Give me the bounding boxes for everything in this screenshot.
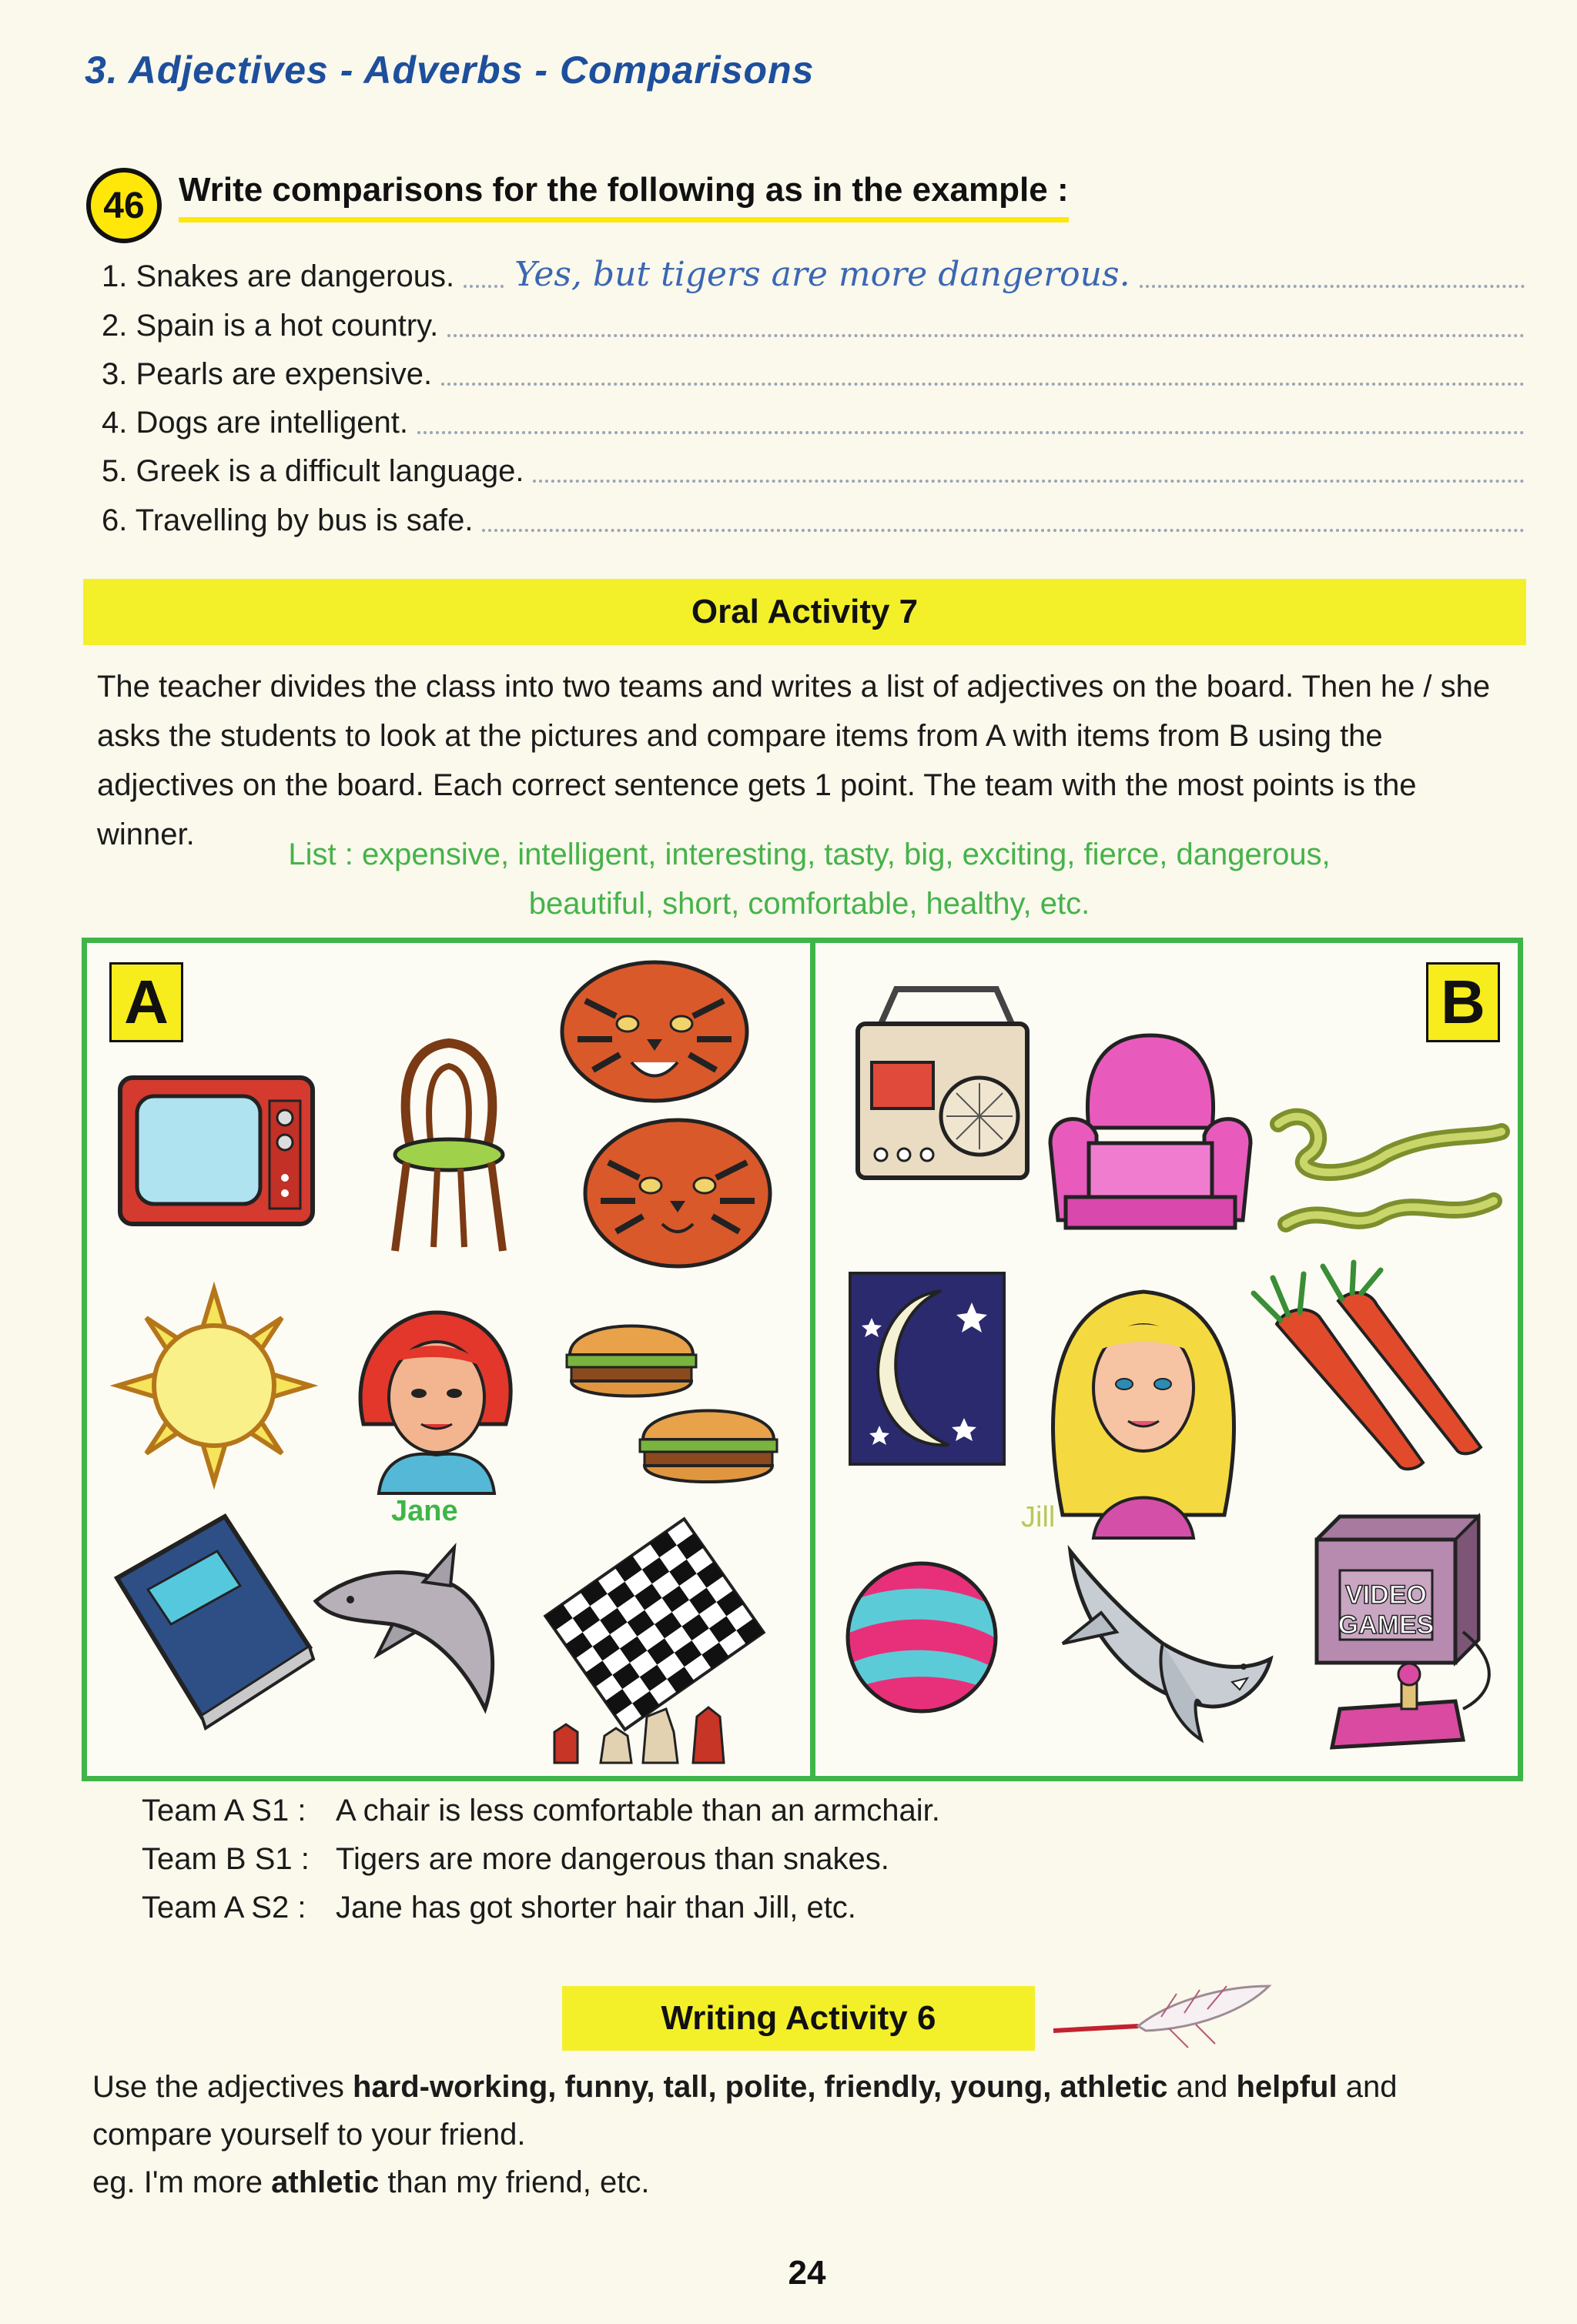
chair-icon (383, 1032, 514, 1255)
answer-dots (464, 283, 504, 288)
writing-example-end: than my friend, etc. (379, 2165, 650, 2199)
team-a-label: A (109, 962, 183, 1042)
answer-dots[interactable] (441, 381, 1525, 386)
exercise-instruction: Write comparisons for the following as in the example : (179, 171, 1069, 222)
example-speaker: Team A S2 : (142, 1891, 306, 1924)
example-answer: Yes, but tigers are more dangerous. (514, 255, 1130, 294)
exercise-prompt: 1. Snakes are dangerous. (102, 259, 455, 293)
jill-caption: Jill (1021, 1501, 1056, 1533)
answer-dots[interactable] (417, 430, 1525, 434)
adjective-list (97, 830, 1522, 928)
quill-pen-icon (1046, 1971, 1277, 2055)
armchair-icon (1043, 1028, 1258, 1243)
dolphin-icon (308, 1540, 508, 1724)
exercise-item (102, 397, 1525, 440)
ball-icon (843, 1559, 1001, 1717)
example-text: A chair is less comfortable than an armchair. (336, 1794, 940, 1827)
writing-activity-banner (562, 1986, 1035, 2051)
team-b-label: B (1426, 962, 1500, 1042)
adjective-list-label: List : (288, 838, 353, 871)
writing-example-bold: athletic (271, 2165, 380, 2199)
exercise-item (102, 300, 1525, 343)
adjective-list-line1: expensive, intelligent, interesting, tasty, big, exciting, fierce, dangerous, (361, 838, 1331, 871)
answer-dots[interactable] (533, 478, 1525, 483)
example-sentence (142, 1794, 940, 1828)
radio-icon (850, 978, 1035, 1185)
moon-icon (849, 1272, 1006, 1466)
example-text: Jane has got shorter hair than Jill, etc. (336, 1891, 856, 1924)
answer-dots[interactable] (1140, 283, 1525, 288)
jane-caption: Jane (391, 1495, 458, 1527)
book-icon (109, 1509, 317, 1732)
video-games-label-2: GAMES (1338, 1610, 1435, 1640)
writing-example-start: eg. I'm more (92, 2165, 272, 2199)
answer-dots[interactable] (447, 333, 1525, 337)
example-speaker: Team B S1 : (142, 1842, 310, 1876)
jill-portrait-icon (1040, 1284, 1247, 1538)
writing-text-end: and compare yourself to your friend. (92, 2070, 1398, 2152)
exercise-number-badge: 46 (86, 168, 162, 243)
exercise-item (102, 349, 1525, 392)
example-speaker: Team A S1 : (142, 1794, 306, 1827)
chapter-title: 3. Adjectives - Adverbs - Comparisons (85, 48, 815, 92)
writing-activity-text (92, 2063, 1525, 2206)
video-games-icon (1309, 1509, 1509, 1755)
answer-dots[interactable] (482, 527, 1525, 532)
exercise-item (102, 495, 1525, 538)
exercise-prompt: 2. Spain is a hot country. (102, 309, 439, 343)
shark-icon (1047, 1543, 1278, 1751)
writing-text-start: Use the adjectives (92, 2070, 353, 2104)
snakes-icon (1263, 1093, 1509, 1255)
writing-text-and: and (1167, 2070, 1237, 2104)
sun-icon (114, 1286, 314, 1486)
adjective-list-line2: beautiful, short, comfortable, healthy, etc. (528, 887, 1090, 921)
writing-last-adjective: helpful (1236, 2070, 1338, 2104)
page-number: 24 (788, 2254, 826, 2292)
example-text: Tigers are more dangerous than snakes. (336, 1842, 889, 1876)
jane-portrait-icon (348, 1309, 525, 1493)
exercise-item (102, 251, 1525, 294)
burgers-icon (562, 1301, 778, 1501)
writing-adjectives: hard-working, funny, tall, polite, friendly, young, athletic (352, 2070, 1168, 2104)
exercise-prompt: 6. Travelling by bus is safe. (102, 503, 474, 537)
video-games-label-1: VIDEO (1345, 1580, 1427, 1610)
oral-activity-description: The teacher divides the class into two teams and writes a list of adjectives on the board. Then he / she asks the students to look at the pictures and compare items from A with items from B using the adjectives on the board. Each correct sentence gets 1 point. The team with the most points is the winner. (97, 670, 1491, 851)
exercise-item (102, 446, 1525, 489)
frame-divider (810, 938, 815, 1781)
example-sentence (142, 1842, 889, 1877)
oral-activity-title: Oral Activity 7 (691, 593, 919, 630)
exercise-prompt: 4. Dogs are intelligent. (102, 406, 409, 440)
writing-activity-title: Writing Activity 6 (661, 1999, 936, 2037)
exercise-prompt: 3. Pearls are expensive. (102, 357, 433, 391)
chess-icon (539, 1532, 770, 1763)
oral-activity-banner (83, 579, 1526, 645)
exercise-prompt: 5. Greek is a difficult language. (102, 454, 524, 488)
example-sentence (142, 1891, 856, 1925)
carrots-icon (1246, 1262, 1500, 1486)
tigers-icon (554, 955, 778, 1278)
tv-icon (116, 1062, 323, 1239)
